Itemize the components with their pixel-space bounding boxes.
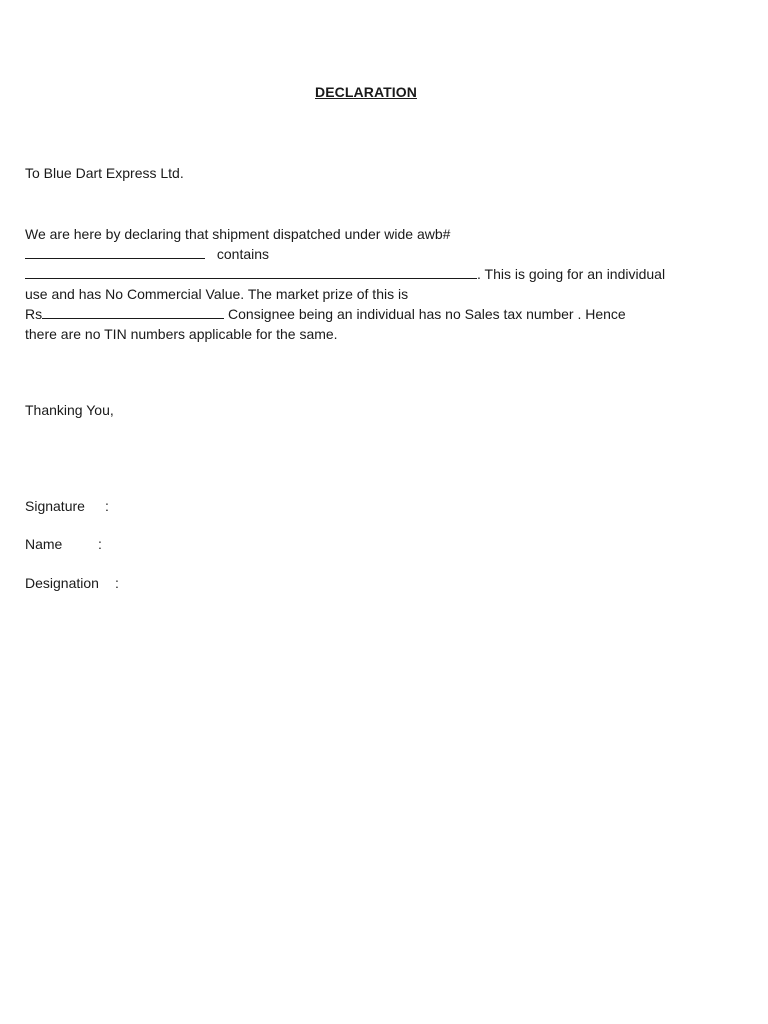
body-line-value	[25, 284, 725, 304]
name-field	[25, 536, 102, 552]
declaration-body	[25, 224, 725, 344]
closing-line: Thanking You,	[25, 402, 114, 418]
body-text-individual: . This is going for an individual	[477, 266, 666, 282]
body-line-contents	[25, 264, 725, 284]
designation-colon: :	[115, 575, 119, 591]
contents-blank[interactable]	[25, 265, 477, 279]
signature-label: Signature	[25, 498, 85, 514]
signature-colon: :	[105, 498, 109, 514]
designation-field	[25, 575, 119, 591]
signature-field	[25, 498, 109, 514]
designation-label: Designation	[25, 575, 99, 591]
body-line-awb	[25, 224, 725, 244]
body-text-contains: contains	[216, 246, 270, 262]
awb-number-blank[interactable]	[25, 245, 205, 259]
body-line-contains	[25, 244, 725, 264]
body-text-tin: there are no TIN numbers applicable for the same.	[25, 326, 338, 342]
body-text-rs: Rs	[25, 306, 43, 322]
addressee-line: To Blue Dart Express Ltd.	[25, 165, 184, 181]
document-title: DECLARATION	[315, 84, 417, 100]
body-text-value: use and has No Commercial Value. The market prize of this is	[25, 286, 409, 302]
body-line-rs	[25, 304, 725, 324]
market-price-blank[interactable]	[42, 305, 224, 319]
name-label: Name	[25, 536, 63, 552]
name-colon: :	[98, 536, 102, 552]
body-text-awb: We are here by declaring that shipment dispatched under wide awb#	[25, 226, 451, 242]
body-text-consignee: Consignee being an individual has no Sales tax number . Hence	[228, 306, 626, 322]
body-line-tin	[25, 324, 725, 344]
